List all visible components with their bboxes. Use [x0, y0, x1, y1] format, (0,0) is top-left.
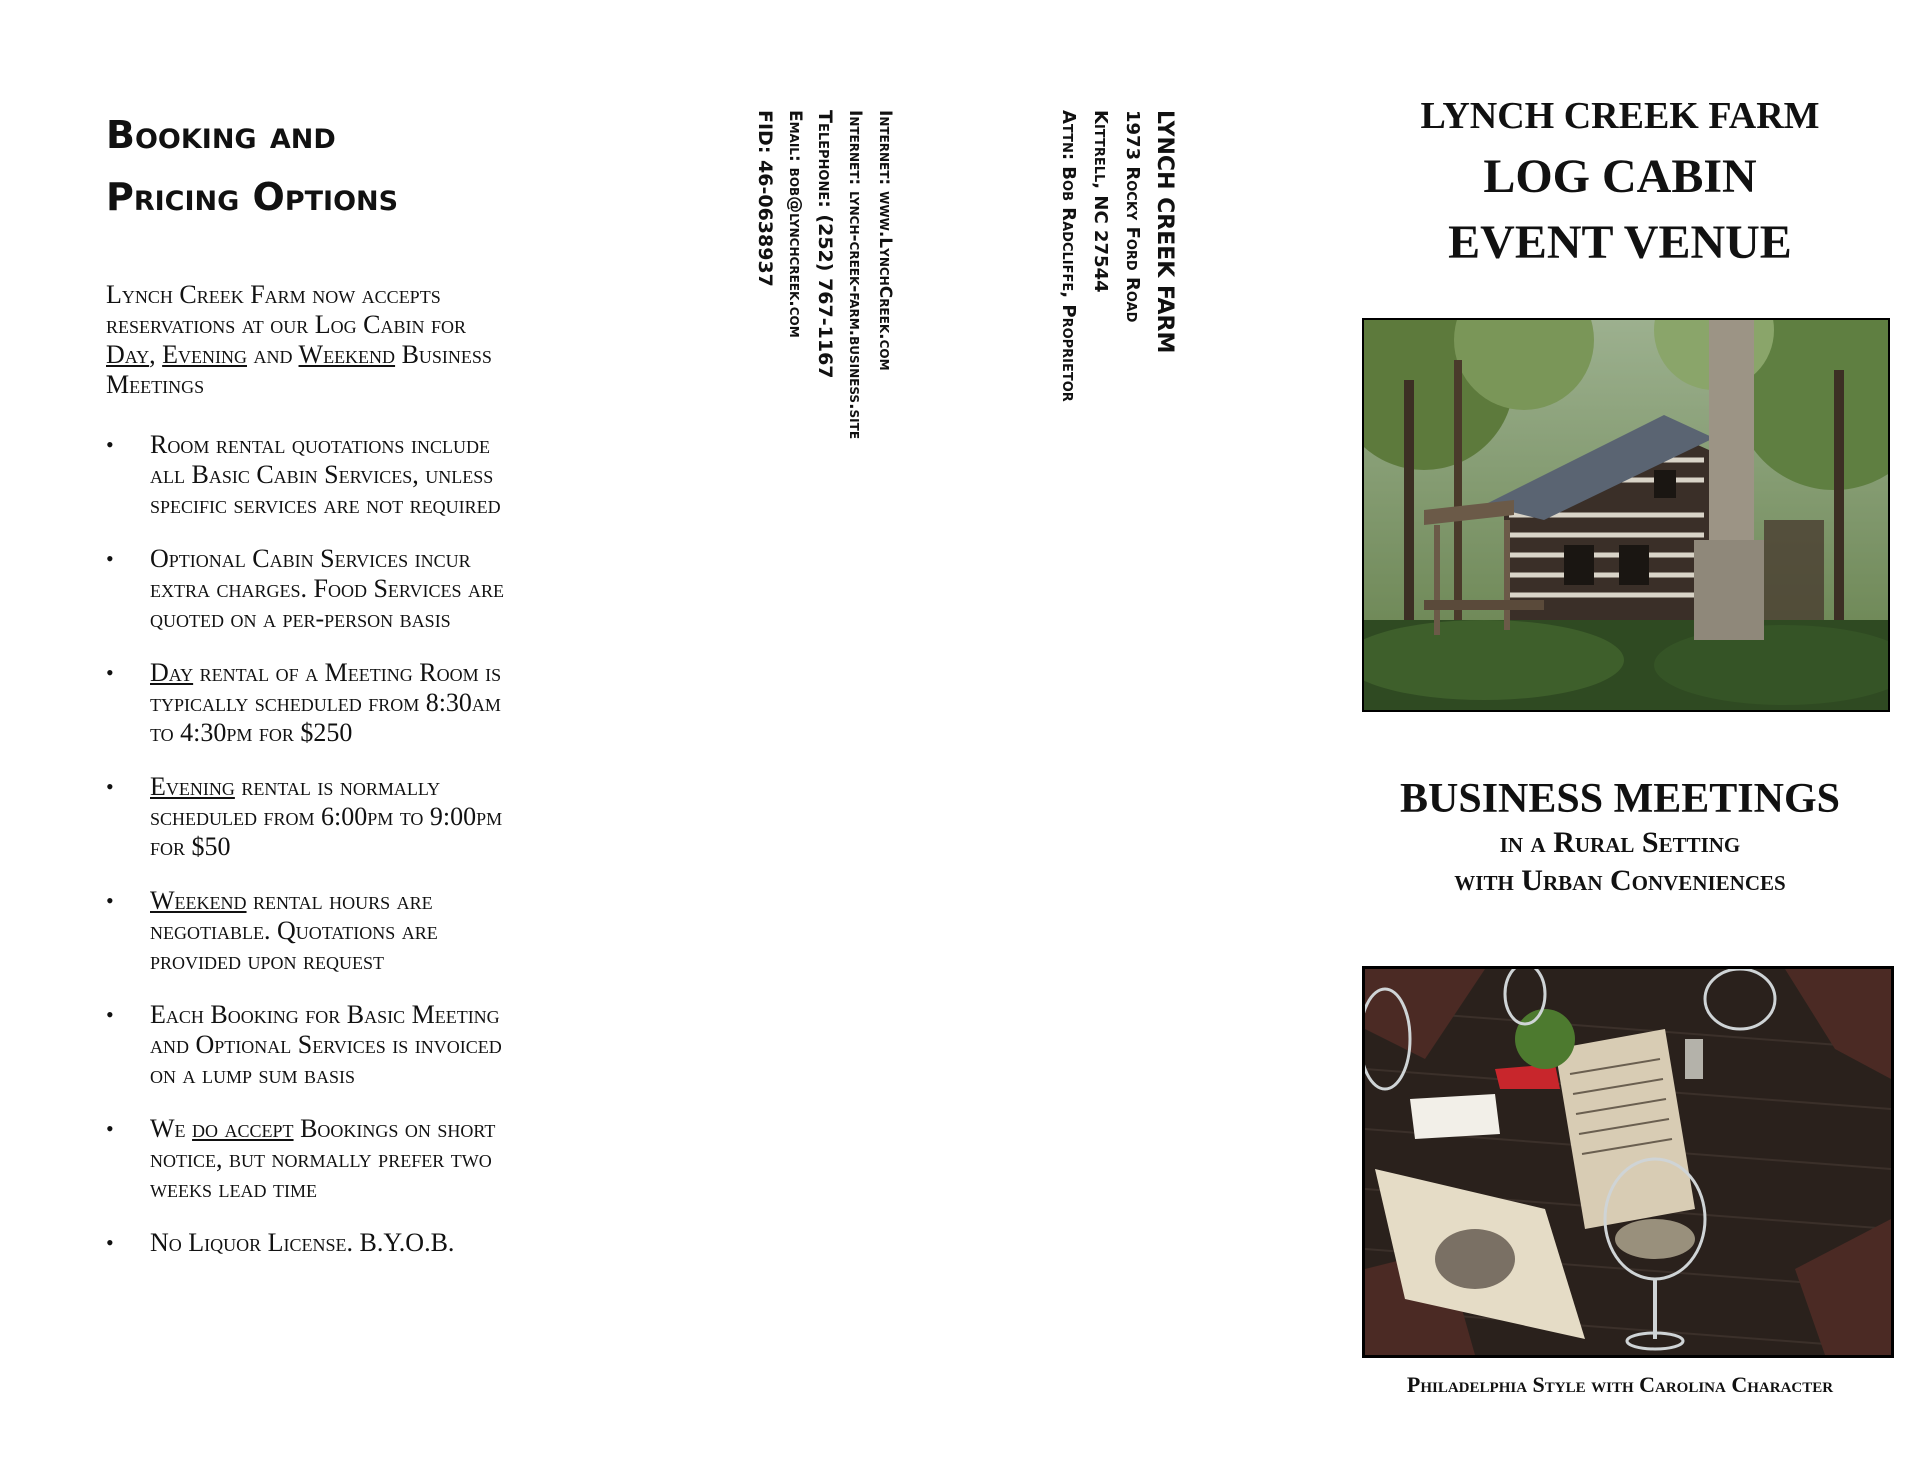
meetings-subtitle-2: with Urban Conveniences: [1454, 864, 1786, 897]
booking-heading: Booking and Pricing Options: [106, 113, 399, 219]
meetings-title: BUSINESS MEETINGS: [1400, 776, 1840, 822]
contact-phone: Telephone: (252) 767-1167: [814, 110, 836, 379]
bullet-icon: •: [106, 774, 114, 799]
list-item: • We do accept Bookings on short notice, but normally prefer two weeks lead time: [106, 1114, 496, 1203]
address-name: LYNCH CREEK FARM: [1152, 110, 1177, 354]
mailing-address: [1052, 110, 1180, 402]
list-item: • Day rental of a Meeting Room is typically scheduled from 8:30am to 4:30pm for $250: [106, 658, 502, 747]
table-illustration: [1365, 969, 1891, 1355]
bullet-icon: •: [106, 546, 114, 571]
contact-website-2: Internet: lynch-creek-farm.business.site: [845, 110, 865, 440]
venue-title-line1: LOG CABIN: [1483, 150, 1757, 203]
tagline: Philadelphia Style with Carolina Character: [1406, 1372, 1834, 1397]
bullet-icon: •: [106, 1116, 114, 1141]
farm-name: LYNCH CREEK FARM: [1420, 95, 1820, 137]
meetings-block: [1350, 774, 1890, 900]
table-setting-photo: [1362, 966, 1894, 1358]
address-street: 1973 Rocky Ford Road: [1122, 110, 1143, 323]
address-city: Kittrell, NC 27544: [1090, 110, 1111, 293]
contact-email: Email: bob@lynchcreek.com: [785, 110, 805, 338]
contact-fid: FID: 46-0638937: [754, 110, 776, 287]
bullet-icon: •: [106, 1230, 114, 1255]
booking-panel: [106, 104, 506, 1282]
contact-info: [750, 110, 900, 439]
list-item: • Evening rental is normally scheduled from 6:00pm to 9:00pm for $50: [106, 772, 503, 861]
bullet-icon: •: [106, 660, 114, 685]
booking-list: [106, 430, 506, 1258]
list-item: • Weekend rental hours are negotiable. Quotations are provided upon request: [106, 886, 438, 975]
cabin-photo: [1362, 318, 1890, 712]
contact-website: Internet: www.LynchCreek.com: [875, 110, 895, 371]
venue-title-line2: EVENT VENUE: [1448, 216, 1792, 269]
bullet-icon: •: [106, 432, 114, 457]
meetings-subtitle-1: in a Rural Setting: [1499, 826, 1741, 859]
list-item: • No Liquor License. B.Y.O.B.: [106, 1228, 455, 1257]
list-item: • Room rental quotations include all Basic Cabin Services, unless specific services are not required: [106, 430, 501, 519]
bullet-icon: •: [106, 1002, 114, 1027]
cover-panel: [1350, 94, 1890, 276]
address-attn: Attn: Bob Radcliffe, Proprietor: [1058, 110, 1079, 402]
list-item: • Each Booking for Basic Meeting and Optional Services is invoiced on a lump sum basis: [106, 1000, 502, 1089]
cabin-illustration: [1364, 320, 1888, 710]
booking-intro: Lynch Creek Farm now accepts reservations at our Log Cabin for Day, Evening and Weekend Business Meetings: [106, 280, 492, 399]
list-item: • Optional Cabin Services incur extra charges. Food Services are quoted on a per-person basis: [106, 544, 504, 633]
bullet-icon: •: [106, 888, 114, 913]
